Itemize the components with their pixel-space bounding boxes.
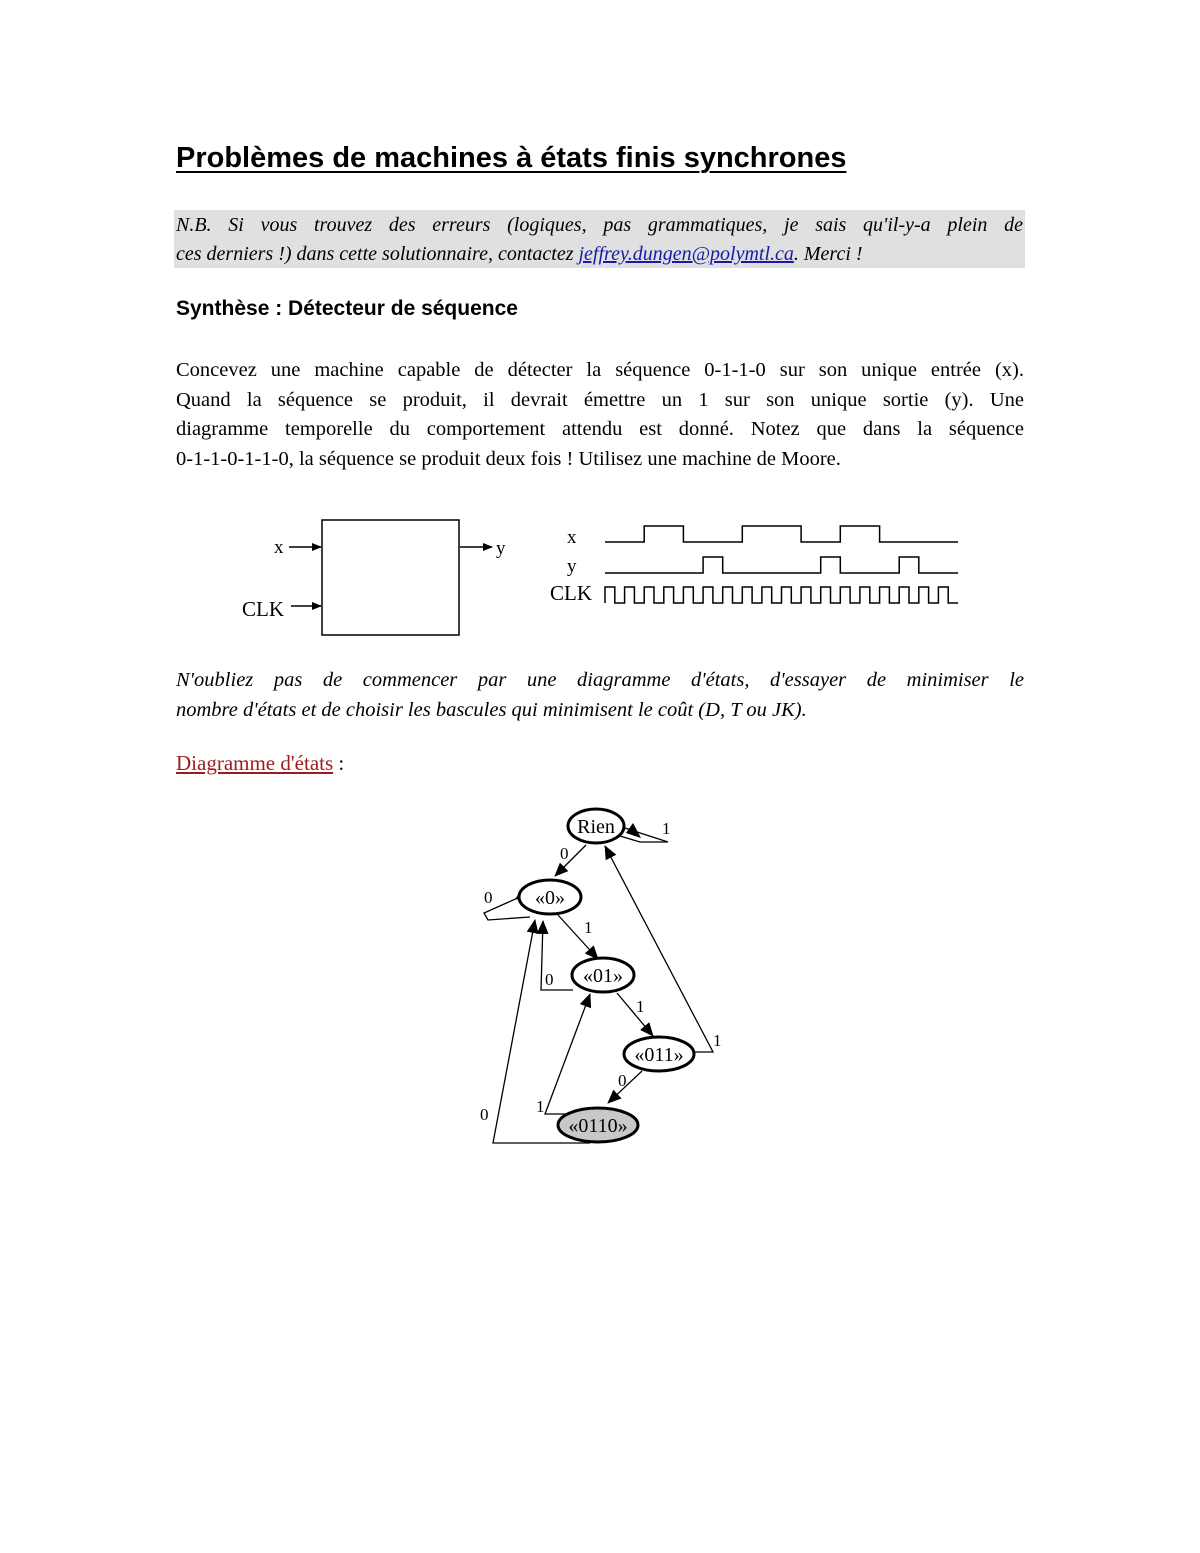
label-rien-rien: 1 [662, 819, 671, 838]
block-input-x-label: x [274, 537, 284, 558]
state-011-label: «011» [634, 1044, 684, 1066]
state-diagram [480, 809, 722, 1143]
transition-011-rien [605, 846, 713, 1052]
statement-line-1: Concevez une machine capable de détecter la séquence 0-1-1-0 sur son unique entrée (x). [176, 359, 1024, 381]
transition-01-011 [617, 993, 653, 1036]
timing-label-clk: CLK [550, 581, 592, 605]
statement-line-3: diagramme temporelle du comportement attendu est donné. Notez que dans la séquence [176, 418, 1024, 441]
label-011-0110: 0 [618, 1071, 627, 1090]
state-0 [519, 880, 581, 914]
state-01-label: «01» [583, 965, 623, 987]
label-0110-0: 0 [480, 1105, 489, 1124]
state-0110-label: «0110» [568, 1115, 628, 1137]
machine-box [322, 520, 459, 635]
note-line-1: N'oubliez pas de commencer par une diagramme d'états, d'essayer de minimiser le [176, 669, 1024, 691]
instructions-note [176, 666, 1024, 725]
nb-line-1: N.B. Si vous trouvez des erreurs (logiques, pas grammatiques, je sais qu'il-y-a plein de [176, 214, 1023, 236]
timing-diagram [550, 526, 958, 605]
state-rien-label: Rien [577, 816, 615, 838]
diagram-heading-suffix: : [333, 751, 345, 775]
diagram-heading-link[interactable]: Diagramme d'états [176, 751, 334, 775]
label-011-rien: 1 [713, 1031, 722, 1050]
state-01 [572, 958, 634, 992]
email-link[interactable]: jeffrey.dungen@polymtl.ca [578, 243, 794, 265]
timing-wave-y [605, 557, 958, 573]
state-0110 [558, 1108, 638, 1142]
statement-line-4: 0-1-1-0-1-1-0, la séquence se produit deux fois ! Utilisez une machine de Moore. [176, 447, 841, 470]
nb-line-2-suffix: . Merci ! [793, 243, 863, 265]
label-0-01: 1 [584, 918, 593, 937]
section-subtitle: Synthèse : Détecteur de séquence [176, 297, 518, 320]
label-0-0: 0 [484, 888, 493, 907]
block-output-y-label: y [496, 538, 506, 559]
page-title: Problèmes de machines à états finis synchrones [176, 142, 847, 174]
state-rien [568, 809, 624, 843]
block-diagram [242, 520, 506, 635]
statement-line-2: Quand la séquence se produit, il devrait émettre un 1 sur son unique sortie (y). Une [176, 388, 1024, 411]
timing-wave-x [605, 526, 958, 542]
transition-0110-01 [545, 994, 590, 1114]
timing-label-x: x [567, 527, 577, 548]
state-0-label: «0» [535, 887, 565, 909]
arrowhead-rien-rien [626, 823, 641, 838]
timing-wave-clk [605, 587, 958, 603]
label-01-0: 0 [545, 970, 554, 989]
timing-label-y: y [567, 556, 577, 577]
block-input-clk-label: CLK [242, 597, 284, 621]
diagram-heading [176, 751, 344, 776]
label-01-011: 1 [636, 997, 645, 1016]
state-011 [624, 1037, 694, 1071]
label-rien-0: 0 [560, 844, 569, 863]
label-0110-01: 1 [536, 1097, 545, 1116]
nb-line-2-prefix: ces derniers !) dans cette solutionnaire, contactez [176, 243, 579, 265]
note-line-2: nombre d'états et de choisir les bascules qui minimisent le coût (D, T ou JK). [176, 698, 807, 721]
